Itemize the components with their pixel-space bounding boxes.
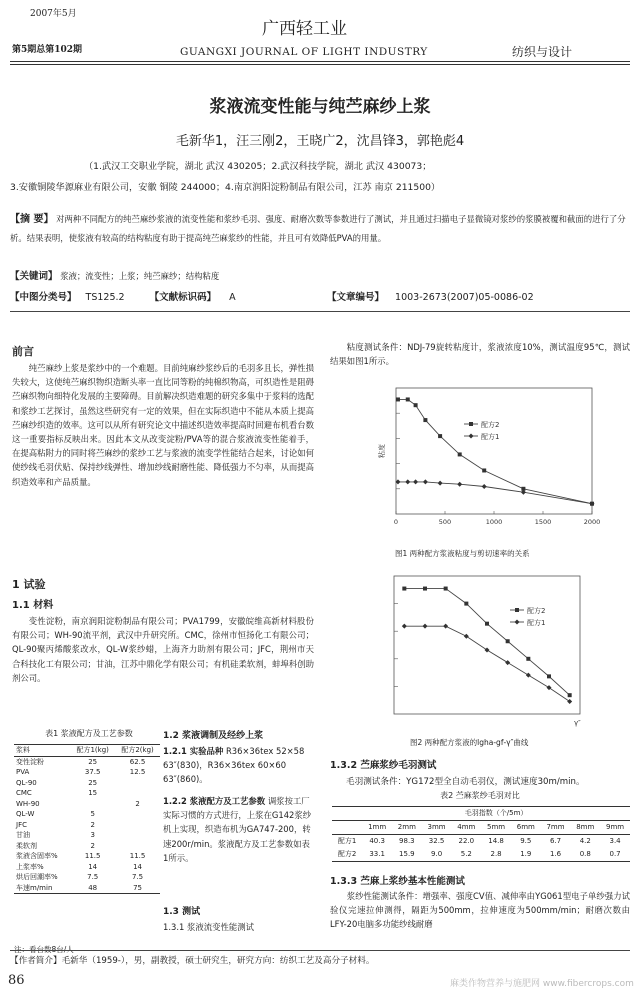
data-point (526, 657, 530, 661)
table-cell: 车速m/min (16, 883, 53, 892)
table-cell: 15.9 (399, 850, 415, 858)
table-2-column-header: 2mm (397, 823, 416, 831)
table-row (14, 830, 160, 841)
table-1-header: 配方1(kg) (76, 746, 109, 754)
table-cell: 12.5 (129, 768, 146, 776)
table-2 (332, 806, 630, 862)
hairiness-conditions: 毛羽测试条件：YG172型全自动毛羽仪，测试速度30m/min。 (346, 777, 585, 787)
article-number-label: 【文章编号】 (327, 292, 385, 303)
doc-code-value: A (229, 292, 236, 303)
data-point (402, 587, 406, 591)
table-cell (70, 799, 115, 810)
x-tick-label: 2000 (583, 518, 600, 526)
table-row (14, 788, 160, 799)
table-row (14, 841, 160, 852)
section-1-heading: 1 试验 (12, 578, 46, 591)
data-point (506, 639, 510, 643)
rheology-conditions: 粘度测试条件：NDJ-79旋转粘度计，浆液浓度10%，测试温度95℃，测试结果如图1所示。 (330, 342, 630, 367)
table-cell: 2 (90, 841, 95, 850)
table-cell: 7.5 (131, 873, 144, 881)
legend-marker (515, 608, 519, 612)
materials-paragraph: 变性淀粉，南京润阳淀粉制品有限公司；PVA1799，安徽皖维高新材料股份有限公司；WH-90流平剂，武汉中升研究所。CMC，徐州市恒扬化工有限公司；QL-90聚丙烯酸浆改水，QL-W浆纱蜡，上海齐力助剂有限公司；JFC，荆州市天合科技化工有限公司；甘油，江苏中鼎化学有限公司；有机硅柔软剂，蚌埠科创助剂公司。 (12, 616, 314, 683)
intro-paragraph: 纯苎麻纱上浆是浆纱中的一个难题。目前纯麻纱浆纱后的毛羽多且长，弹性损失较大，这使纯苎麻织物织造断头率一直比同等粉的纯棉织物高，可织造性是阻碍苎麻织物向细特化发展的主要障碍。目前解决织造难题的研究多集中于浆料的选配和浆纱工艺探讨，虽然这些研究有一定的效果，但在实际织造中不能从本质上提高苎麻纱织造的效率。这可以从所有研究论文中描述织造效率提高时回避布机看台数这一重要指标反映出来。因此本文从改变淀粉/PVA等的混合浆液流变性能着手，在提高粘附力的同时将苎麻纱的浆纱工艺与浆液的流变学性能结合起来，讨论如何使纱线毛羽伏贴、保持纱线弹性、增加纱线耐磨性能、降低强力不匀率，从而提高织造效率和产品质量。 (12, 363, 314, 487)
series-line (404, 626, 569, 701)
section-1-2-1-label: 1.2.1 实验品种 (163, 746, 224, 756)
section-1-3-3-heading: 1.3.3 苎麻上浆纱基本性能测试 (330, 876, 465, 887)
data-point (482, 468, 486, 472)
table-2-column-header: 3mm (427, 823, 446, 831)
section-name: 纺织与设计 (512, 45, 573, 59)
table-1-header: 浆料 (16, 746, 30, 754)
watermark-text: 麻类作物营养与施肥网 www.fibercrops.com (450, 979, 634, 989)
series-line (404, 589, 569, 696)
table-cell: 2.8 (490, 850, 502, 858)
table-cell: 14 (88, 862, 98, 871)
table-cell: CMC (16, 789, 32, 797)
table-row (14, 756, 160, 767)
table-row (14, 799, 160, 810)
intro-heading: 前言 (12, 345, 34, 358)
table-cell: 配方1 (337, 837, 357, 845)
data-point (413, 479, 418, 484)
data-point (464, 634, 469, 639)
table-row (14, 767, 160, 778)
abstract-rule (10, 311, 630, 312)
table-cell: 9.0 (431, 850, 443, 858)
data-point (443, 624, 448, 629)
table-2-column-header: 7mm (546, 823, 565, 831)
data-point (526, 673, 531, 678)
legend-label: 配方2 (527, 607, 546, 615)
table-cell: 11.5 (129, 852, 146, 860)
table-cell (115, 820, 160, 831)
clc-label: 【中图分类号】 (10, 292, 77, 303)
table-cell: 1.9 (520, 850, 532, 858)
table-cell: 32.5 (428, 837, 445, 845)
table-cell: 浆液含固率% (16, 852, 58, 860)
header-rule (10, 61, 630, 62)
table-cell (115, 830, 160, 841)
figure-1-chart (360, 382, 600, 542)
article-title: 浆液流变性能与纯苎麻纱上浆 (209, 97, 431, 117)
table-cell: 2 (90, 820, 95, 829)
section-1-3-heading: 1.3 测试 (163, 907, 201, 917)
data-point (457, 482, 462, 487)
classification-line (10, 289, 236, 303)
data-point (547, 685, 552, 690)
section-1-2-1 (163, 744, 315, 787)
table-cell: 柔软剂 (16, 841, 37, 850)
series-line (398, 482, 592, 504)
table-cell: PVA (16, 768, 30, 776)
table-cell (115, 809, 160, 820)
table-cell: 0.8 (579, 850, 591, 858)
data-point (567, 699, 572, 704)
table-cell (115, 841, 160, 852)
x-tick-label: 0 (393, 518, 399, 526)
figure-1-caption: 图1 两种配方浆液粘度与剪切速率的关系 (395, 549, 530, 558)
section-1-3-1-heading: 1.3.1 浆液流变性能测试 (163, 922, 254, 932)
table-cell: 0.7 (609, 850, 621, 858)
table-cell: 33.1 (369, 850, 385, 858)
table-cell: 7.5 (87, 873, 99, 881)
table-cell: 98.3 (399, 837, 415, 845)
keywords-text: 浆液；流变性；上浆；纯苎麻纱；结构粘度 (60, 271, 220, 281)
table-row (14, 883, 160, 894)
doc-code-label: 【文献标识码】 (149, 292, 217, 303)
table-row (14, 778, 160, 789)
table-cell: 配方2 (337, 850, 357, 858)
table-cell: 4.2 (579, 837, 591, 845)
section-1-2-2 (163, 794, 315, 865)
data-point (482, 484, 487, 489)
table-cell: QL-90 (16, 778, 37, 787)
data-point (458, 452, 462, 456)
section-1-1-heading: 1.1 材料 (12, 600, 54, 611)
data-point (402, 624, 407, 629)
legend-label: 配方1 (481, 433, 500, 441)
legend-marker (469, 422, 473, 426)
data-point (464, 602, 468, 606)
data-point (423, 418, 427, 422)
table-cell: 6.7 (549, 837, 562, 845)
abstract-text: 对两种不同配方的纯苎麻纱浆液的流变性能和浆纱毛羽、强度、耐磨次数等参数进行了测试，并且通过扫描电子显微镜对浆纱的浆膜被覆和截面的进行了分析。结果表明，使浆液有较高的结构粘度有助于提高纯苎麻浆纱的性能，并且可有效降低PVA的用量。 (10, 214, 626, 243)
abstract-label: 【摘 要】 (10, 214, 54, 225)
article-number (327, 289, 534, 303)
x-tick-label: 1000 (485, 518, 503, 526)
table-cell: 变性淀粉 (16, 757, 44, 766)
table-cell: 5 (90, 810, 95, 818)
author-bio: 【作者简介】毛新华（1959-），男，副教授，硕士研究生，研究方向：纺织工艺及高分子材料。 (10, 956, 375, 966)
abstract (10, 210, 632, 248)
table-1-caption: 表1 浆液配方及工艺参数 (45, 729, 133, 738)
footer-rule (10, 950, 630, 951)
figure-2-caption: 图2 两种配方浆液的lgha-gf‑γ″曲线 (410, 738, 529, 747)
table-2-column-header: 6mm (516, 823, 535, 831)
table-cell: 1.6 (549, 850, 562, 858)
plot-frame (396, 388, 592, 514)
table-cell (115, 778, 160, 789)
journal-title-en: GUANGXI JOURNAL OF LIGHT INDUSTRY (180, 46, 428, 58)
keywords-label: 【关键词】 (10, 271, 58, 282)
clc-value: TS125.2 (85, 292, 125, 303)
page-number: 86 (8, 973, 25, 988)
table-cell: QL-W (16, 810, 35, 818)
figure-2-chart (380, 570, 590, 730)
legend-marker (515, 620, 520, 625)
table-2-column-header: 8mm (576, 823, 595, 831)
author-list: 毛新华1，汪三刚2，王晓广2，沈昌锋3，郭艳彪4 (175, 134, 465, 149)
table-cell: 2 (135, 799, 140, 808)
data-point (423, 624, 428, 629)
table-2-column-header (332, 821, 362, 835)
table-cell: 3.4 (609, 837, 621, 845)
table-cell: 75 (133, 883, 143, 892)
data-point (444, 587, 448, 591)
data-point (438, 434, 442, 438)
table-1 (14, 744, 160, 894)
table-2-column-header: 9mm (606, 823, 625, 831)
table-row (14, 872, 160, 883)
table-cell: 14.8 (488, 837, 504, 845)
data-point (423, 587, 427, 591)
table-row (332, 835, 630, 849)
table-cell (115, 788, 160, 799)
data-point (505, 660, 510, 665)
table-row (14, 809, 160, 820)
data-point (396, 397, 400, 401)
section-1-2-heading: 1.2 浆液调制及经纱上浆 (163, 731, 264, 741)
table-cell: 5.2 (460, 850, 472, 858)
section-1-2-2-text: 调浆按工厂实际习惯的方式进行，上浆在G142浆纱机上实现，织造布机为GA747-200，转速200r/min。浆液配方及工艺参数如表1所示。 (163, 796, 312, 863)
table-row (14, 851, 160, 862)
table-1-note: 注：看台数8台/人 (14, 945, 74, 954)
keywords (10, 268, 219, 282)
x-axis-label: γ″ (574, 719, 581, 727)
table-cell: 62.5 (129, 757, 146, 766)
issue-date: 2007年5月 (30, 9, 77, 19)
table-cell: 9.5 (520, 837, 532, 845)
table-cell: WH-90 (16, 799, 40, 808)
section-1-2-2-label: 1.2.2 浆液配方及工艺参数 (163, 796, 266, 806)
table-row (14, 820, 160, 831)
data-point (485, 648, 490, 653)
issue-number: 第5期总第102期 (12, 45, 83, 55)
table-cell: 甘油 (16, 831, 30, 839)
data-point (547, 674, 551, 678)
data-point (568, 693, 572, 697)
table-cell: 22.0 (458, 837, 475, 845)
header-rule-thin (10, 64, 630, 65)
journal-title-cn: 广西轻工业 (262, 19, 347, 39)
y-axis-label: 粘度 (378, 444, 386, 458)
table-cell: 3 (90, 831, 95, 839)
table-2-caption: 表2 苎麻浆纱毛羽对比 (440, 791, 520, 800)
table-2-column-header: 5mm (487, 823, 506, 831)
affiliation-line-1: （1.武汉工交职业学院，湖北 武汉 430205；2.武汉科技学院，湖北 武汉 430073； (84, 161, 432, 172)
data-point (405, 479, 410, 484)
section-1-2-1-text: R36×36tex 52×58 63″(830)，R36×36tex 60×60 63″(860)。 (163, 746, 305, 785)
table-cell: 25 (88, 778, 98, 787)
legend-marker (469, 434, 474, 439)
table-2-column-header: 1mm (368, 823, 387, 831)
table-cell: 25 (88, 757, 98, 766)
data-point (414, 403, 418, 407)
legend-label: 配方1 (527, 619, 546, 627)
plot-frame (394, 576, 580, 714)
article-number-value: 1003-2673(2007)05-0086-02 (395, 292, 534, 303)
table-cell: 上浆率% (16, 862, 44, 871)
x-tick-label: 1500 (534, 518, 552, 526)
affiliation-line-2: 3.安徽铜陵华源麻业有限公司，安徽 铜陵 244000；4.南京润阳淀粉制品有限公司，江苏 南京 211500） (10, 182, 441, 193)
table-cell: 14 (133, 862, 143, 871)
x-tick-label: 500 (438, 518, 452, 526)
table-cell: JFC (16, 820, 27, 829)
section-1-3-2-heading: 1.3.2 苎麻浆纱毛羽测试 (330, 760, 437, 771)
data-point (438, 481, 443, 486)
table-2-group-header: 毛羽指数（个/5m） (464, 809, 528, 817)
table-cell: 烘后回潮率% (16, 873, 58, 881)
table-cell: 40.3 (369, 837, 385, 845)
data-point (406, 397, 410, 401)
legend-label: 配方2 (481, 421, 500, 429)
table-cell: 11.5 (84, 852, 101, 860)
data-point (423, 479, 428, 484)
data-point (485, 622, 489, 626)
table-2-column-header: 4mm (457, 823, 476, 831)
yarn-properties-conditions: 浆纱性能测试条件：增强率、强度CV值、减伸率由YG061型电子单纱强力试验仪完速拉伸测得，隔距为500mm，拉伸速度为500mm/min；耐磨次数由LFY-20电脑多功能纱线耐磨 (330, 891, 630, 930)
table-cell: 15 (88, 789, 98, 797)
table-row (14, 862, 160, 873)
table-cell: 48 (88, 883, 98, 892)
table-1-header: 配方2(kg) (121, 746, 154, 754)
table-row (332, 848, 630, 862)
table-cell: 37.5 (84, 768, 101, 776)
